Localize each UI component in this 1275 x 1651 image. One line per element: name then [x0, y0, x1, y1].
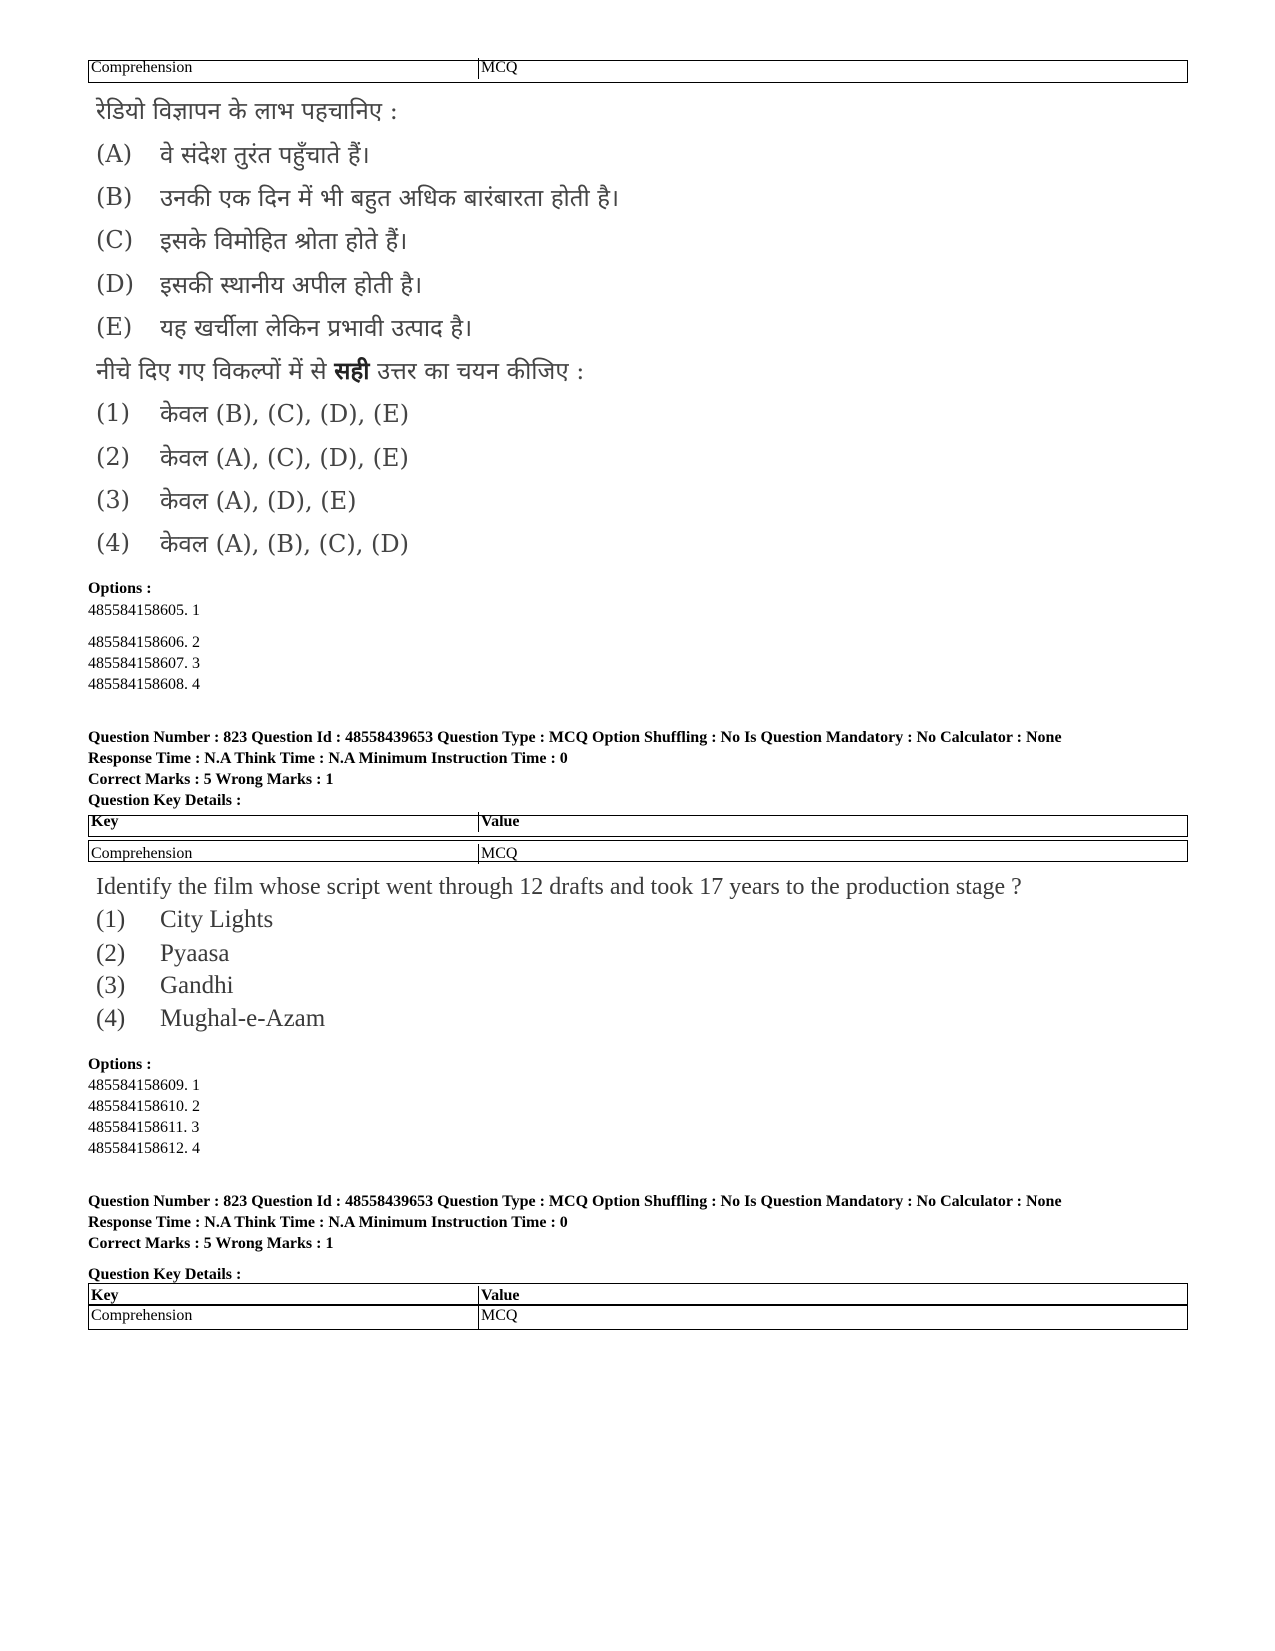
- option-item: 485584158606. 2: [88, 634, 200, 651]
- instruction-post: उत्तर का चयन कीजिए :: [369, 357, 585, 385]
- key-value-row: [88, 1305, 1188, 1330]
- question-meta-line1: Question Number : 823 Question Id : 48558439653 Question Type : MCQ Option Shuffling : No Is Question Mandatory : No Calculator : None: [88, 1193, 1062, 1210]
- english-question-stem: Identify the film whose script went through 12 drafts and took 17 years to the production stage ?: [96, 874, 1022, 900]
- option-item: 485584158609. 1: [88, 1077, 200, 1094]
- statement-label: (E): [96, 313, 133, 341]
- choice-text: केवल (B), (C), (D), (E): [160, 400, 410, 428]
- question-key-details-label: Question Key Details :: [88, 1266, 242, 1283]
- key-cell: Comprehension: [89, 844, 479, 864]
- choice-text: City Lights: [160, 906, 274, 933]
- value-header-cell: Value: [481, 813, 520, 830]
- choice-label: (2): [96, 940, 126, 967]
- statement-text: इसकी स्थानीय अपील होती है।: [160, 271, 423, 299]
- statement-label: (C): [96, 226, 134, 254]
- question-meta-line2: Response Time : N.A Think Time : N.A Minimum Instruction Time : 0: [88, 750, 568, 767]
- value-cell: MCQ: [481, 59, 518, 76]
- statement-text: उनकी एक दिन में भी बहुत अधिक बारंबारता होती है।: [160, 184, 620, 212]
- option-item: 485584158607. 3: [88, 655, 200, 672]
- statement-label: (A): [96, 140, 133, 168]
- value-cell: MCQ: [481, 1307, 518, 1324]
- question-meta-line3: Correct Marks : 5 Wrong Marks : 1: [88, 1235, 334, 1252]
- key-value-row: [88, 840, 1188, 862]
- question-key-details-label: Question Key Details :: [88, 792, 242, 809]
- choice-label: (3): [96, 486, 130, 514]
- option-item: 485584158610. 2: [88, 1098, 200, 1115]
- statement-text: यह खर्चीला लेकिन प्रभावी उत्पाद है।: [160, 314, 473, 342]
- option-item: 485584158605. 1: [88, 602, 200, 619]
- key-value-header: [88, 815, 1188, 837]
- option-item: 485584158608. 4: [88, 676, 200, 693]
- hindi-instruction: [96, 354, 584, 387]
- question-meta-line3: Correct Marks : 5 Wrong Marks : 1: [88, 771, 334, 788]
- hindi-question-stem: रेडियो विज्ञापन के लाभ पहचानिए :: [96, 97, 398, 125]
- choice-text: Pyaasa: [160, 940, 230, 967]
- question-meta-line2: Response Time : N.A Think Time : N.A Minimum Instruction Time : 0: [88, 1214, 568, 1231]
- option-item: 485584158611. 3: [88, 1119, 200, 1136]
- options-heading: Options :: [88, 580, 152, 597]
- choice-text: केवल (A), (D), (E): [160, 487, 357, 515]
- statement-text: इसके विमोहित श्रोता होते हैं।: [160, 227, 408, 255]
- choice-text: केवल (A), (C), (D), (E): [160, 444, 409, 472]
- key-value-header: [88, 1283, 1188, 1305]
- statement-label: (B): [96, 183, 133, 211]
- choice-text: Gandhi: [160, 972, 234, 999]
- statement-label: (D): [96, 270, 134, 298]
- choice-label: (3): [96, 972, 126, 999]
- value-cell: MCQ: [481, 845, 518, 862]
- choice-label: (1): [96, 399, 130, 427]
- choice-text: Mughal-e-Azam: [160, 1005, 326, 1032]
- key-cell: Comprehension: [89, 58, 479, 79]
- instruction-pre: नीचे दिए गए विकल्पों में से: [96, 357, 335, 385]
- choice-label: (4): [96, 529, 130, 557]
- key-header-cell: Key: [89, 812, 479, 832]
- value-header-cell: Value: [481, 1287, 520, 1304]
- instruction-bold: सही: [334, 356, 370, 385]
- choice-label: (4): [96, 1005, 126, 1032]
- statement-text: वे संदेश तुरंत पहुँचाते हैं।: [160, 141, 370, 169]
- options-heading: Options :: [88, 1056, 152, 1073]
- key-value-row-top: [88, 60, 1188, 83]
- key-header-cell: Key: [89, 1286, 479, 1306]
- choice-label: (1): [96, 906, 126, 933]
- choice-text: केवल (A), (B), (C), (D): [160, 530, 409, 558]
- option-item: 485584158612. 4: [88, 1140, 200, 1157]
- question-meta-line1: Question Number : 823 Question Id : 48558439653 Question Type : MCQ Option Shuffling : No Is Question Mandatory : No Calculator : None: [88, 729, 1062, 746]
- key-cell: Comprehension: [89, 1306, 479, 1329]
- choice-label: (2): [96, 443, 130, 471]
